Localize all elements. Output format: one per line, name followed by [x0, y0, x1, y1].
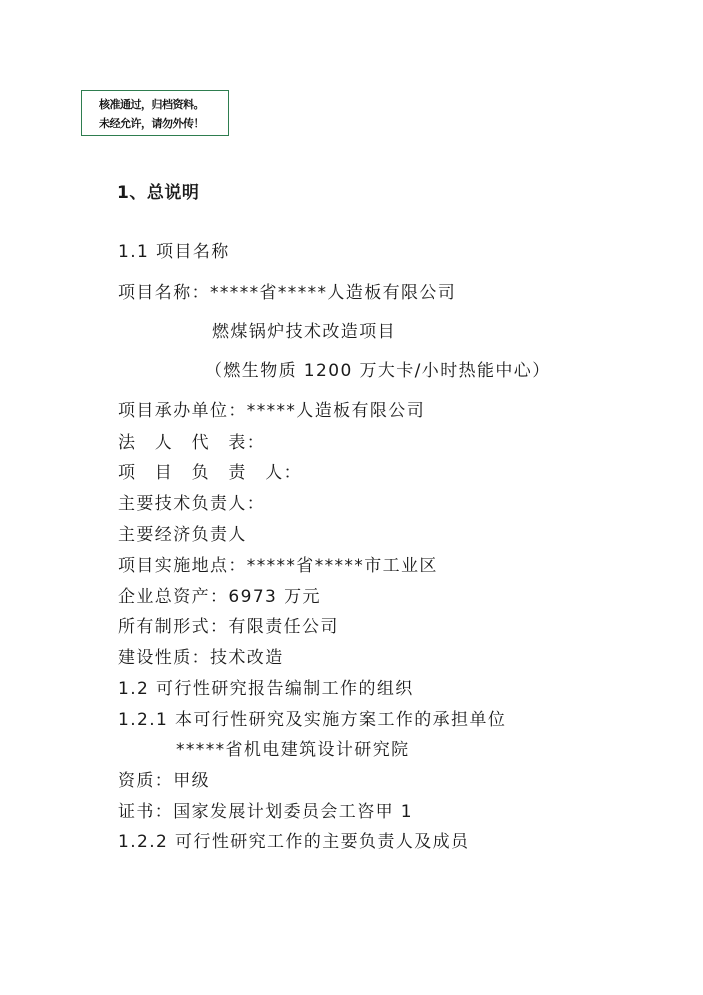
project-name-line-3: （燃生物质 1200 万大卡/小时热能中心）: [205, 361, 551, 381]
project-leader: 项 目 负 责 人：: [118, 463, 302, 483]
design-institute: *****省机电建筑设计研究院: [176, 740, 410, 760]
ownership-form: 所有制形式：有限责任公司: [118, 617, 339, 637]
legal-representative: 法 人 代 表：: [118, 433, 266, 453]
economic-leader: 主要经济负责人: [118, 525, 247, 545]
subsection-1-2-2-title: 1.2.2 可行性研究工作的主要负责人及成员: [118, 832, 470, 852]
approval-stamp: [81, 90, 229, 136]
total-assets: 企业总资产：6973 万元: [118, 587, 321, 607]
project-name-line-2: 燃煤锅炉技术改造项目: [212, 322, 396, 342]
undertaking-unit: 项目承办单位：*****人造板有限公司: [118, 401, 426, 421]
project-name: 项目名称：*****省*****人造板有限公司: [118, 283, 457, 303]
stamp-line-2: 未经允许，请勿外传！: [99, 117, 204, 130]
section-heading: 1、总说明: [117, 183, 200, 203]
implementation-site: 项目实施地点：*****省*****市工业区: [118, 556, 438, 576]
certificate: 证书：国家发展计划委员会工咨甲 1: [118, 802, 414, 822]
construction-nature: 建设性质：技术改造: [118, 648, 284, 668]
subsection-1-2-title: 1.2 可行性研究报告编制工作的组织: [118, 679, 414, 699]
stamp-line-1: 核准通过，归档资料。: [99, 98, 204, 111]
subsection-1-2-1-title: 1.2.1 本可行性研究及实施方案工作的承担单位: [118, 710, 507, 730]
subsection-1-1-title: 1.1 项目名称: [118, 242, 230, 262]
technical-leader: 主要技术负责人：: [118, 494, 266, 514]
qualification: 资质：甲级: [118, 771, 210, 791]
